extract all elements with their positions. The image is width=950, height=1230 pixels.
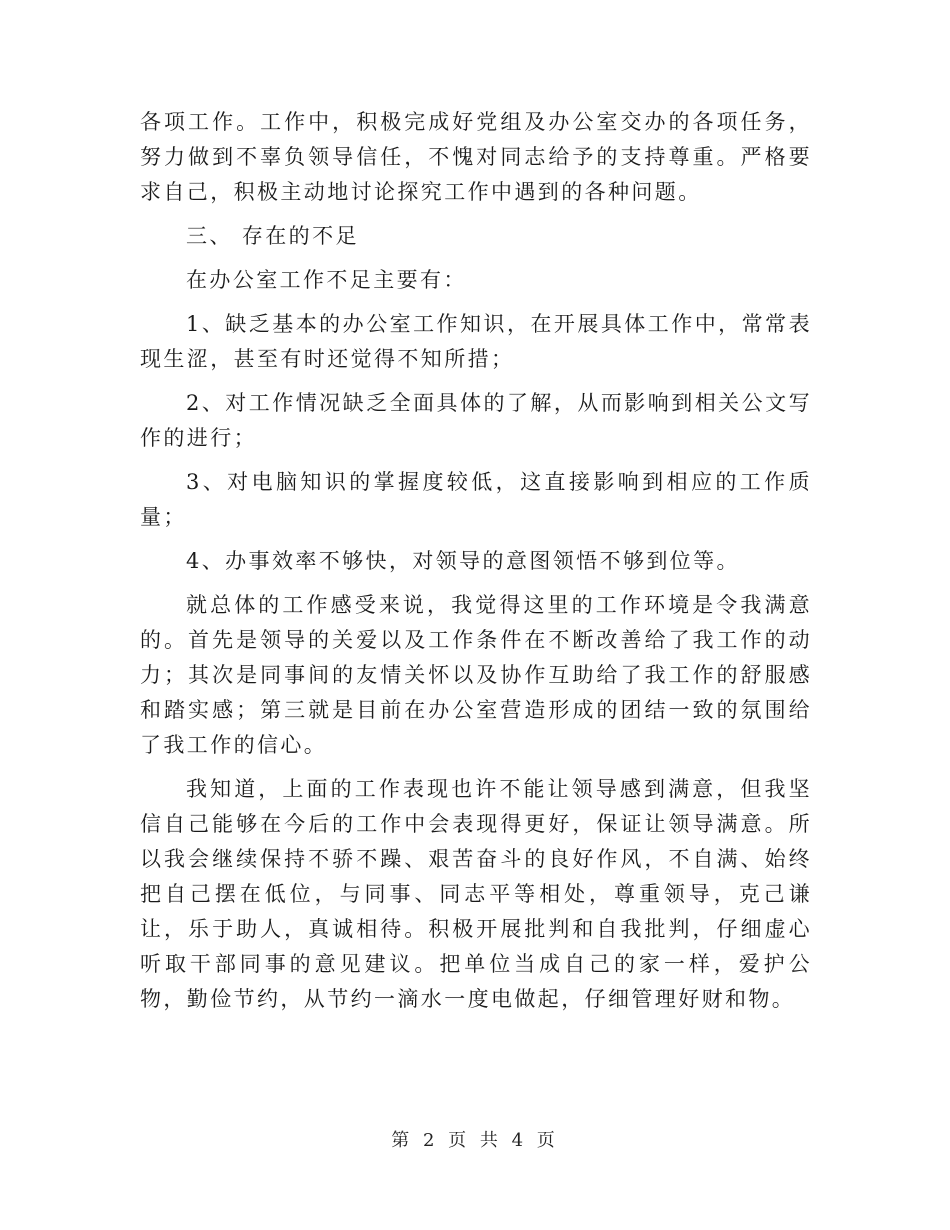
page-number-footer: 第 2 页 共 4 页: [391, 1130, 559, 1151]
list-item: 4、办事效率不够快，对领导的意图领悟不够到位等。: [186, 549, 740, 573]
list-item: 1、缺乏基本的办公室工作知识，在开展具体工作中，常常表现生涩，甚至有时还觉得不知所措；: [140, 312, 812, 371]
paragraph: 就总体的工作感受来说，我觉得这里的工作环境是令我满意的。首先是领导的关爱以及工作条件在不断改善给了我工作的动力；其次是同事间的友情关怀以及协作互助给了我工作的舒服感和踏实感；第三就是目前在办公室营造形成的团结一致的氛围给了我工作的信心。: [140, 593, 812, 757]
section-heading: 三、 存在的不足: [186, 224, 359, 248]
document-body: [140, 105, 812, 1017]
list-item: 3、对电脑知识的掌握度较低，这直接影响到相应的工作质量；: [140, 470, 812, 529]
paragraph: 我知道，上面的工作表现也许不能让领导感到满意，但我坚信自己能够在今后的工作中会表现得更好，保证让领导满意。所以我会继续保持不骄不躁、艰苦奋斗的良好作风，不自满、始终把自己摆在低位，与同事、同志平等相处，尊重领导，克己谦让，乐于助人，真诚相待。积极开展批判和自我批判，仔细虚心听取干部同事的意见建议。把单位当成自己的家一样，爱护公物，勤俭节约，从节约一滴水一度电做起，仔细管理好财和物。: [140, 777, 812, 1011]
paragraph-intro: 在办公室工作不足主要有：: [186, 268, 467, 292]
paragraph-continuation: 各项工作。工作中，积极完成好党组及办公室交办的各项任务，努力做到不辜负领导信任，不愧对同志给予的支持尊重。严格要求自己，积极主动地讨论探究工作中遇到的各种问题。: [140, 110, 812, 204]
list-item: 2、对工作情况缺乏全面具体的了解，从而影响到相关公文写作的进行；: [140, 391, 812, 450]
